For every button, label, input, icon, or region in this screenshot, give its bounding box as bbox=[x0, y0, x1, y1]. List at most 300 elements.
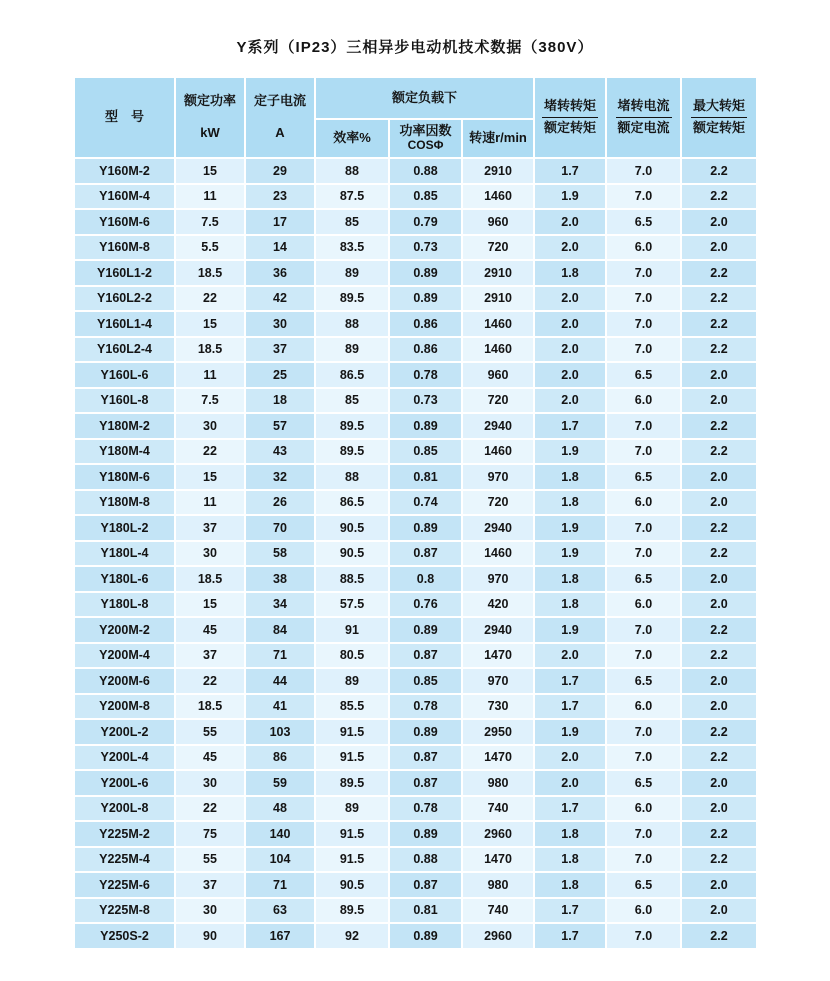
value-cell: 2.0 bbox=[535, 363, 605, 387]
value-cell: 2940 bbox=[463, 516, 533, 540]
value-cell: 0.76 bbox=[390, 593, 461, 617]
value-cell: 960 bbox=[463, 210, 533, 234]
value-cell: 2.0 bbox=[682, 236, 756, 260]
value-cell: 2.2 bbox=[682, 516, 756, 540]
model-cell: Y160L-6 bbox=[75, 363, 174, 387]
value-cell: 15 bbox=[176, 312, 244, 336]
value-cell: 1470 bbox=[463, 746, 533, 770]
value-cell: 7.0 bbox=[607, 287, 680, 311]
value-cell: 0.88 bbox=[390, 159, 461, 183]
value-cell: 15 bbox=[176, 159, 244, 183]
header-rated-power bbox=[176, 78, 244, 157]
value-cell: 89.5 bbox=[316, 287, 388, 311]
value-cell: 740 bbox=[463, 899, 533, 923]
value-cell: 1.7 bbox=[535, 159, 605, 183]
value-cell: 2940 bbox=[463, 414, 533, 438]
value-cell: 2.2 bbox=[682, 924, 756, 948]
value-cell: 1460 bbox=[463, 440, 533, 464]
value-cell: 89.5 bbox=[316, 440, 388, 464]
model-cell: Y200L-6 bbox=[75, 771, 174, 795]
value-cell: 1.9 bbox=[535, 618, 605, 642]
value-cell: 2.0 bbox=[682, 491, 756, 515]
value-cell: 91.5 bbox=[316, 746, 388, 770]
value-cell: 0.86 bbox=[390, 312, 461, 336]
value-cell: 85 bbox=[316, 210, 388, 234]
value-cell: 18.5 bbox=[176, 567, 244, 591]
value-cell: 22 bbox=[176, 287, 244, 311]
value-cell: 0.87 bbox=[390, 873, 461, 897]
value-cell: 25 bbox=[246, 363, 314, 387]
value-cell: 89.5 bbox=[316, 899, 388, 923]
value-cell: 2.2 bbox=[682, 848, 756, 872]
value-cell: 2.0 bbox=[535, 338, 605, 362]
value-cell: 0.81 bbox=[390, 899, 461, 923]
value-cell: 75 bbox=[176, 822, 244, 846]
header-max-torque-num: 最大转矩 bbox=[692, 98, 745, 114]
model-cell: Y160L1-2 bbox=[75, 261, 174, 285]
model-cell: Y160M-4 bbox=[75, 185, 174, 209]
value-cell: 7.0 bbox=[607, 542, 680, 566]
model-cell: Y180M-8 bbox=[75, 491, 174, 515]
value-cell: 0.73 bbox=[390, 389, 461, 413]
value-cell: 6.0 bbox=[607, 695, 680, 719]
value-cell: 88 bbox=[316, 312, 388, 336]
model-cell: Y160L2-4 bbox=[75, 338, 174, 362]
value-cell: 1.7 bbox=[535, 899, 605, 923]
value-cell: 58 bbox=[246, 542, 314, 566]
value-cell: 14 bbox=[246, 236, 314, 260]
value-cell: 2960 bbox=[463, 924, 533, 948]
value-cell: 2.2 bbox=[682, 159, 756, 183]
value-cell: 57.5 bbox=[316, 593, 388, 617]
model-cell: Y180L-2 bbox=[75, 516, 174, 540]
value-cell: 167 bbox=[246, 924, 314, 948]
value-cell: 1460 bbox=[463, 185, 533, 209]
value-cell: 0.88 bbox=[390, 848, 461, 872]
value-cell: 80.5 bbox=[316, 644, 388, 668]
value-cell: 6.5 bbox=[607, 771, 680, 795]
value-cell: 23 bbox=[246, 185, 314, 209]
value-cell: 44 bbox=[246, 669, 314, 693]
value-cell: 2.2 bbox=[682, 542, 756, 566]
value-cell: 2.0 bbox=[535, 644, 605, 668]
header-speed: 转速r/min bbox=[463, 120, 533, 157]
header-power-factor-label: 功率因数 bbox=[399, 123, 452, 139]
value-cell: 42 bbox=[246, 287, 314, 311]
value-cell: 7.0 bbox=[607, 848, 680, 872]
header-max-torque-ratio bbox=[682, 78, 756, 157]
value-cell: 6.5 bbox=[607, 669, 680, 693]
value-cell: 2910 bbox=[463, 261, 533, 285]
value-cell: 86 bbox=[246, 746, 314, 770]
value-cell: 2.2 bbox=[682, 287, 756, 311]
value-cell: 89.5 bbox=[316, 414, 388, 438]
value-cell: 88 bbox=[316, 159, 388, 183]
model-cell: Y180M-6 bbox=[75, 465, 174, 489]
value-cell: 2.0 bbox=[535, 312, 605, 336]
value-cell: 7.0 bbox=[607, 720, 680, 744]
value-cell: 2.0 bbox=[682, 210, 756, 234]
value-cell: 720 bbox=[463, 389, 533, 413]
value-cell: 7.5 bbox=[176, 389, 244, 413]
model-cell: Y200L-2 bbox=[75, 720, 174, 744]
value-cell: 2.0 bbox=[535, 389, 605, 413]
value-cell: 1.8 bbox=[535, 465, 605, 489]
motor-spec-table bbox=[75, 78, 756, 948]
model-cell: Y180M-2 bbox=[75, 414, 174, 438]
value-cell: 30 bbox=[176, 542, 244, 566]
value-cell: 970 bbox=[463, 567, 533, 591]
value-cell: 6.5 bbox=[607, 567, 680, 591]
value-cell: 89.5 bbox=[316, 771, 388, 795]
value-cell: 2.2 bbox=[682, 338, 756, 362]
model-cell: Y225M-4 bbox=[75, 848, 174, 872]
value-cell: 48 bbox=[246, 797, 314, 821]
value-cell: 86.5 bbox=[316, 363, 388, 387]
value-cell: 90.5 bbox=[316, 542, 388, 566]
value-cell: 7.0 bbox=[607, 185, 680, 209]
value-cell: 6.5 bbox=[607, 210, 680, 234]
value-cell: 0.78 bbox=[390, 363, 461, 387]
value-cell: 37 bbox=[246, 338, 314, 362]
value-cell: 740 bbox=[463, 797, 533, 821]
value-cell: 0.89 bbox=[390, 261, 461, 285]
value-cell: 7.0 bbox=[607, 261, 680, 285]
header-locked-torque-ratio bbox=[535, 78, 605, 157]
model-cell: Y225M-2 bbox=[75, 822, 174, 846]
value-cell: 91.5 bbox=[316, 822, 388, 846]
model-cell: Y200M-8 bbox=[75, 695, 174, 719]
value-cell: 0.85 bbox=[390, 185, 461, 209]
header-locked-current-den: 额定电流 bbox=[617, 120, 670, 135]
value-cell: 57 bbox=[246, 414, 314, 438]
value-cell: 85 bbox=[316, 389, 388, 413]
value-cell: 30 bbox=[246, 312, 314, 336]
value-cell: 2.0 bbox=[535, 210, 605, 234]
value-cell: 0.78 bbox=[390, 695, 461, 719]
value-cell: 5.5 bbox=[176, 236, 244, 260]
value-cell: 1.8 bbox=[535, 593, 605, 617]
value-cell: 6.5 bbox=[607, 363, 680, 387]
value-cell: 720 bbox=[463, 236, 533, 260]
value-cell: 0.89 bbox=[390, 516, 461, 540]
value-cell: 2.0 bbox=[682, 363, 756, 387]
header-stator-current-label: 定子电流 bbox=[253, 93, 306, 109]
value-cell: 7.0 bbox=[607, 440, 680, 464]
value-cell: 2910 bbox=[463, 287, 533, 311]
value-cell: 37 bbox=[176, 873, 244, 897]
model-cell: Y180L-6 bbox=[75, 567, 174, 591]
value-cell: 1.9 bbox=[535, 185, 605, 209]
value-cell: 2.2 bbox=[682, 720, 756, 744]
header-power-factor bbox=[390, 120, 461, 157]
value-cell: 2.0 bbox=[682, 593, 756, 617]
value-cell: 970 bbox=[463, 465, 533, 489]
value-cell: 1470 bbox=[463, 644, 533, 668]
value-cell: 0.85 bbox=[390, 440, 461, 464]
value-cell: 0.89 bbox=[390, 822, 461, 846]
value-cell: 2.2 bbox=[682, 440, 756, 464]
value-cell: 2.2 bbox=[682, 822, 756, 846]
value-cell: 90.5 bbox=[316, 516, 388, 540]
header-locked-current-num: 堵转电流 bbox=[617, 98, 670, 114]
table-body bbox=[75, 159, 756, 948]
value-cell: 59 bbox=[246, 771, 314, 795]
value-cell: 29 bbox=[246, 159, 314, 183]
value-cell: 90.5 bbox=[316, 873, 388, 897]
value-cell: 7.0 bbox=[607, 338, 680, 362]
value-cell: 36 bbox=[246, 261, 314, 285]
value-cell: 2.0 bbox=[682, 899, 756, 923]
value-cell: 1.9 bbox=[535, 542, 605, 566]
value-cell: 2.0 bbox=[682, 465, 756, 489]
value-cell: 970 bbox=[463, 669, 533, 693]
value-cell: 2.2 bbox=[682, 414, 756, 438]
value-cell: 18 bbox=[246, 389, 314, 413]
value-cell: 2.2 bbox=[682, 644, 756, 668]
value-cell: 45 bbox=[176, 618, 244, 642]
value-cell: 0.74 bbox=[390, 491, 461, 515]
value-cell: 7.0 bbox=[607, 159, 680, 183]
value-cell: 1.7 bbox=[535, 695, 605, 719]
value-cell: 45 bbox=[176, 746, 244, 770]
value-cell: 2.0 bbox=[535, 287, 605, 311]
value-cell: 6.0 bbox=[607, 593, 680, 617]
value-cell: 37 bbox=[176, 516, 244, 540]
value-cell: 11 bbox=[176, 363, 244, 387]
value-cell: 2.0 bbox=[682, 567, 756, 591]
value-cell: 92 bbox=[316, 924, 388, 948]
value-cell: 88 bbox=[316, 465, 388, 489]
value-cell: 38 bbox=[246, 567, 314, 591]
value-cell: 89 bbox=[316, 797, 388, 821]
value-cell: 70 bbox=[246, 516, 314, 540]
value-cell: 89 bbox=[316, 261, 388, 285]
value-cell: 1.7 bbox=[535, 414, 605, 438]
value-cell: 22 bbox=[176, 669, 244, 693]
model-cell: Y160M-6 bbox=[75, 210, 174, 234]
value-cell: 7.0 bbox=[607, 644, 680, 668]
model-cell: Y200M-4 bbox=[75, 644, 174, 668]
value-cell: 17 bbox=[246, 210, 314, 234]
value-cell: 55 bbox=[176, 848, 244, 872]
header-max-torque-den: 额定转矩 bbox=[692, 120, 745, 135]
value-cell: 0.73 bbox=[390, 236, 461, 260]
value-cell: 7.0 bbox=[607, 618, 680, 642]
value-cell: 1470 bbox=[463, 848, 533, 872]
value-cell: 1.8 bbox=[535, 567, 605, 591]
header-model: 型 号 bbox=[75, 78, 174, 157]
value-cell: 1.7 bbox=[535, 669, 605, 693]
value-cell: 6.0 bbox=[607, 899, 680, 923]
value-cell: 0.81 bbox=[390, 465, 461, 489]
value-cell: 11 bbox=[176, 491, 244, 515]
value-cell: 2.0 bbox=[682, 873, 756, 897]
value-cell: 84 bbox=[246, 618, 314, 642]
value-cell: 7.5 bbox=[176, 210, 244, 234]
value-cell: 30 bbox=[176, 771, 244, 795]
value-cell: 1.7 bbox=[535, 797, 605, 821]
value-cell: 1460 bbox=[463, 338, 533, 362]
value-cell: 7.0 bbox=[607, 822, 680, 846]
value-cell: 980 bbox=[463, 873, 533, 897]
value-cell: 0.86 bbox=[390, 338, 461, 362]
value-cell: 11 bbox=[176, 185, 244, 209]
value-cell: 2.2 bbox=[682, 746, 756, 770]
value-cell: 7.0 bbox=[607, 414, 680, 438]
value-cell: 2.0 bbox=[682, 771, 756, 795]
value-cell: 1.8 bbox=[535, 873, 605, 897]
value-cell: 37 bbox=[176, 644, 244, 668]
value-cell: 7.0 bbox=[607, 924, 680, 948]
model-cell: Y200M-6 bbox=[75, 669, 174, 693]
value-cell: 720 bbox=[463, 491, 533, 515]
value-cell: 1.9 bbox=[535, 516, 605, 540]
value-cell: 22 bbox=[176, 440, 244, 464]
value-cell: 104 bbox=[246, 848, 314, 872]
value-cell: 0.89 bbox=[390, 720, 461, 744]
value-cell: 6.0 bbox=[607, 389, 680, 413]
value-cell: 34 bbox=[246, 593, 314, 617]
value-cell: 2.0 bbox=[535, 236, 605, 260]
value-cell: 43 bbox=[246, 440, 314, 464]
header-rated-power-label: 额定功率 bbox=[183, 93, 236, 109]
value-cell: 85.5 bbox=[316, 695, 388, 719]
value-cell: 88.5 bbox=[316, 567, 388, 591]
value-cell: 63 bbox=[246, 899, 314, 923]
value-cell: 0.89 bbox=[390, 287, 461, 311]
value-cell: 41 bbox=[246, 695, 314, 719]
model-cell: Y200L-4 bbox=[75, 746, 174, 770]
value-cell: 0.87 bbox=[390, 746, 461, 770]
header-stator-current-unit: A bbox=[275, 124, 285, 140]
value-cell: 71 bbox=[246, 644, 314, 668]
value-cell: 91 bbox=[316, 618, 388, 642]
value-cell: 2.0 bbox=[682, 389, 756, 413]
value-cell: 55 bbox=[176, 720, 244, 744]
value-cell: 0.89 bbox=[390, 618, 461, 642]
header-rated-load-group: 额定负载下 bbox=[316, 78, 533, 118]
value-cell: 30 bbox=[176, 414, 244, 438]
value-cell: 980 bbox=[463, 771, 533, 795]
value-cell: 2.2 bbox=[682, 261, 756, 285]
model-cell: Y160L2-2 bbox=[75, 287, 174, 311]
value-cell: 2.0 bbox=[682, 695, 756, 719]
value-cell: 1.9 bbox=[535, 440, 605, 464]
header-power-factor-symbol: COSΦ bbox=[407, 138, 444, 153]
value-cell: 1.7 bbox=[535, 924, 605, 948]
value-cell: 2.0 bbox=[535, 746, 605, 770]
value-cell: 2950 bbox=[463, 720, 533, 744]
value-cell: 6.5 bbox=[607, 873, 680, 897]
value-cell: 0.79 bbox=[390, 210, 461, 234]
value-cell: 2.0 bbox=[682, 669, 756, 693]
value-cell: 18.5 bbox=[176, 338, 244, 362]
value-cell: 6.5 bbox=[607, 465, 680, 489]
fraction-bar bbox=[542, 117, 598, 118]
value-cell: 32 bbox=[246, 465, 314, 489]
value-cell: 7.0 bbox=[607, 516, 680, 540]
model-cell: Y225M-8 bbox=[75, 899, 174, 923]
value-cell: 18.5 bbox=[176, 261, 244, 285]
table-header bbox=[75, 78, 756, 157]
model-cell: Y200M-2 bbox=[75, 618, 174, 642]
value-cell: 1.8 bbox=[535, 822, 605, 846]
model-cell: Y250S-2 bbox=[75, 924, 174, 948]
value-cell: 730 bbox=[463, 695, 533, 719]
header-efficiency: 效率% bbox=[316, 120, 388, 157]
value-cell: 6.0 bbox=[607, 797, 680, 821]
model-cell: Y225M-6 bbox=[75, 873, 174, 897]
value-cell: 0.8 bbox=[390, 567, 461, 591]
value-cell: 26 bbox=[246, 491, 314, 515]
value-cell: 87.5 bbox=[316, 185, 388, 209]
value-cell: 1.9 bbox=[535, 720, 605, 744]
value-cell: 18.5 bbox=[176, 695, 244, 719]
value-cell: 86.5 bbox=[316, 491, 388, 515]
value-cell: 2.2 bbox=[682, 618, 756, 642]
fraction-bar bbox=[691, 117, 747, 118]
value-cell: 2.0 bbox=[682, 797, 756, 821]
page-title: Y系列（IP23）三相异步电动机技术数据（380V） bbox=[236, 39, 594, 56]
value-cell: 2.2 bbox=[682, 312, 756, 336]
model-cell: Y160L1-4 bbox=[75, 312, 174, 336]
value-cell: 1.8 bbox=[535, 491, 605, 515]
value-cell: 91.5 bbox=[316, 720, 388, 744]
value-cell: 1460 bbox=[463, 542, 533, 566]
value-cell: 89 bbox=[316, 338, 388, 362]
value-cell: 420 bbox=[463, 593, 533, 617]
value-cell: 71 bbox=[246, 873, 314, 897]
model-cell: Y180M-4 bbox=[75, 440, 174, 464]
model-cell: Y200L-8 bbox=[75, 797, 174, 821]
value-cell: 2910 bbox=[463, 159, 533, 183]
header-locked-torque-den: 额定转矩 bbox=[543, 120, 596, 135]
value-cell: 1.8 bbox=[535, 261, 605, 285]
value-cell: 2960 bbox=[463, 822, 533, 846]
value-cell: 1460 bbox=[463, 312, 533, 336]
value-cell: 0.87 bbox=[390, 644, 461, 668]
value-cell: 30 bbox=[176, 899, 244, 923]
value-cell: 0.87 bbox=[390, 771, 461, 795]
model-cell: Y160M-8 bbox=[75, 236, 174, 260]
model-cell: Y160L-8 bbox=[75, 389, 174, 413]
value-cell: 2940 bbox=[463, 618, 533, 642]
value-cell: 0.78 bbox=[390, 797, 461, 821]
model-cell: Y180L-4 bbox=[75, 542, 174, 566]
value-cell: 6.0 bbox=[607, 236, 680, 260]
value-cell: 103 bbox=[246, 720, 314, 744]
value-cell: 0.89 bbox=[390, 414, 461, 438]
value-cell: 2.0 bbox=[535, 771, 605, 795]
value-cell: 0.87 bbox=[390, 542, 461, 566]
header-rated-power-unit: kW bbox=[200, 124, 220, 140]
value-cell: 83.5 bbox=[316, 236, 388, 260]
value-cell: 7.0 bbox=[607, 746, 680, 770]
value-cell: 6.0 bbox=[607, 491, 680, 515]
value-cell: 89 bbox=[316, 669, 388, 693]
value-cell: 0.85 bbox=[390, 669, 461, 693]
value-cell: 0.89 bbox=[390, 924, 461, 948]
value-cell: 22 bbox=[176, 797, 244, 821]
value-cell: 7.0 bbox=[607, 312, 680, 336]
header-locked-current-ratio bbox=[607, 78, 680, 157]
value-cell: 140 bbox=[246, 822, 314, 846]
value-cell: 1.8 bbox=[535, 848, 605, 872]
value-cell: 15 bbox=[176, 593, 244, 617]
model-cell: Y160M-2 bbox=[75, 159, 174, 183]
header-locked-torque-num: 堵转转矩 bbox=[543, 98, 596, 114]
